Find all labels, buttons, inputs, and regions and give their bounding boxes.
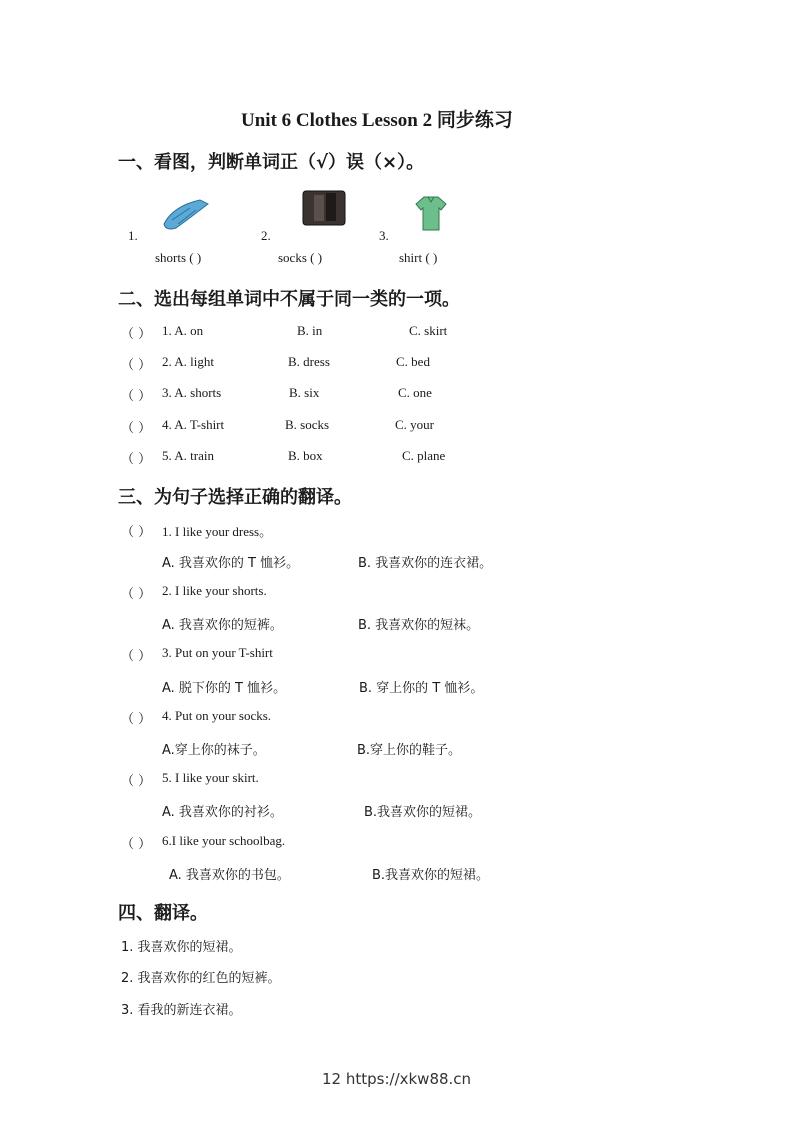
s2-row1-bracket: （ ） xyxy=(121,327,152,342)
s2-row2-c: C. bed xyxy=(396,354,430,369)
s3-q2-bracket: （ ） xyxy=(121,587,152,602)
socks-image xyxy=(300,187,348,229)
section1-heading: 一、看图，判断单词正（√）误（×）。 xyxy=(118,152,425,173)
s3-q3-sentence: 3. Put on your T-shirt xyxy=(162,645,273,660)
s3-q4-sentence: 4. Put on your socks. xyxy=(162,708,272,723)
s3-q4-option-b: B.穿上你的鞋子。 xyxy=(357,743,462,758)
shirt-image xyxy=(414,194,448,234)
s3-q2-option-b: B. 我喜欢你的短袜。 xyxy=(358,618,480,633)
item1-number: 1. xyxy=(128,228,138,243)
item1-word: shorts ( ) xyxy=(155,250,202,265)
s3-q3-bracket: （ ） xyxy=(121,649,152,664)
s2-row3-bracket: （ ） xyxy=(121,389,152,404)
s2-row3-c: C. one xyxy=(398,385,432,400)
s2-row5-c: C. plane xyxy=(402,448,446,463)
s3-q5-bracket: （ ） xyxy=(121,774,152,789)
s2-row4-b: B. socks xyxy=(285,417,330,432)
item2-number: 2. xyxy=(261,228,271,243)
s2-row2-a: 2. A. light xyxy=(162,354,215,369)
s4-item3: 3. 看我的新连衣裙。 xyxy=(121,1003,242,1018)
section3-heading: 三、为句子选择正确的翻译。 xyxy=(118,487,352,508)
s4-item2: 2. 我喜欢你的红色的短裤。 xyxy=(121,971,281,986)
s2-row5-bracket: （ ） xyxy=(121,452,152,467)
s2-row4-bracket: （ ） xyxy=(121,421,152,436)
item2-word: socks ( ) xyxy=(278,250,323,265)
s2-row1-a: 1. A. on xyxy=(162,323,204,338)
s3-q6-sentence: 6.I like your schoolbag. xyxy=(162,833,286,848)
s3-q2-sentence: 2. I like your shorts. xyxy=(162,583,267,598)
s2-row3-a: 3. A. shorts xyxy=(162,385,222,400)
s3-q3-option-a: A. 脱下你的 T 恤衫。 xyxy=(162,681,287,696)
s2-row4-a: 4. A. T-shirt xyxy=(162,417,225,432)
s3-q6-option-a: A. 我喜欢你的书包。 xyxy=(169,868,290,883)
shorts-image xyxy=(160,196,212,232)
s3-q2-option-a: A. 我喜欢你的短裤。 xyxy=(162,618,283,633)
s4-item1: 1. 我喜欢你的短裙。 xyxy=(121,940,242,955)
s3-q1-option-b: B. 我喜欢你的连衣裙。 xyxy=(358,556,493,571)
s2-row1-b: B. in xyxy=(297,323,323,338)
section4-heading: 四、翻译。 xyxy=(118,903,208,924)
item3-word: shirt ( ) xyxy=(399,250,438,265)
s2-row3-b: B. six xyxy=(289,385,320,400)
footer-url: 12 https://xkw88.cn xyxy=(322,1070,472,1088)
s2-row4-c: C. your xyxy=(395,417,434,432)
s3-q5-option-a: A. 我喜欢你的衬衫。 xyxy=(162,805,283,820)
s3-q5-sentence: 5. I like your skirt. xyxy=(162,770,259,785)
s3-q6-bracket: （ ） xyxy=(121,837,152,852)
s2-row5-a: 5. A. train xyxy=(162,448,214,463)
page-title: Unit 6 Clothes Lesson 2 同步练习 xyxy=(241,110,513,131)
s3-q1-bracket: （ ） xyxy=(121,525,152,540)
section2-heading: 二、选出每组单词中不属于同一类的一项。 xyxy=(118,289,460,310)
s3-q4-option-a: A.穿上你的袜子。 xyxy=(162,743,266,758)
s2-row2-bracket: （ ） xyxy=(121,358,152,373)
s2-row1-c: C. skirt xyxy=(409,323,448,338)
s3-q6-option-b: B.我喜欢你的短裙。 xyxy=(372,868,490,883)
s3-q3-option-b: B. 穿上你的 T 恤衫。 xyxy=(359,681,484,696)
s3-q1-sentence: 1. I like your dress。 xyxy=(162,524,273,539)
s3-q4-bracket: （ ） xyxy=(121,712,152,727)
s2-row2-b: B. dress xyxy=(288,354,330,369)
s3-q5-option-b: B.我喜欢你的短裙。 xyxy=(364,805,482,820)
item3-number: 3. xyxy=(379,228,389,243)
s3-q1-option-a: A. 我喜欢你的 T 恤衫。 xyxy=(162,556,300,571)
s2-row5-b: B. box xyxy=(288,448,323,463)
